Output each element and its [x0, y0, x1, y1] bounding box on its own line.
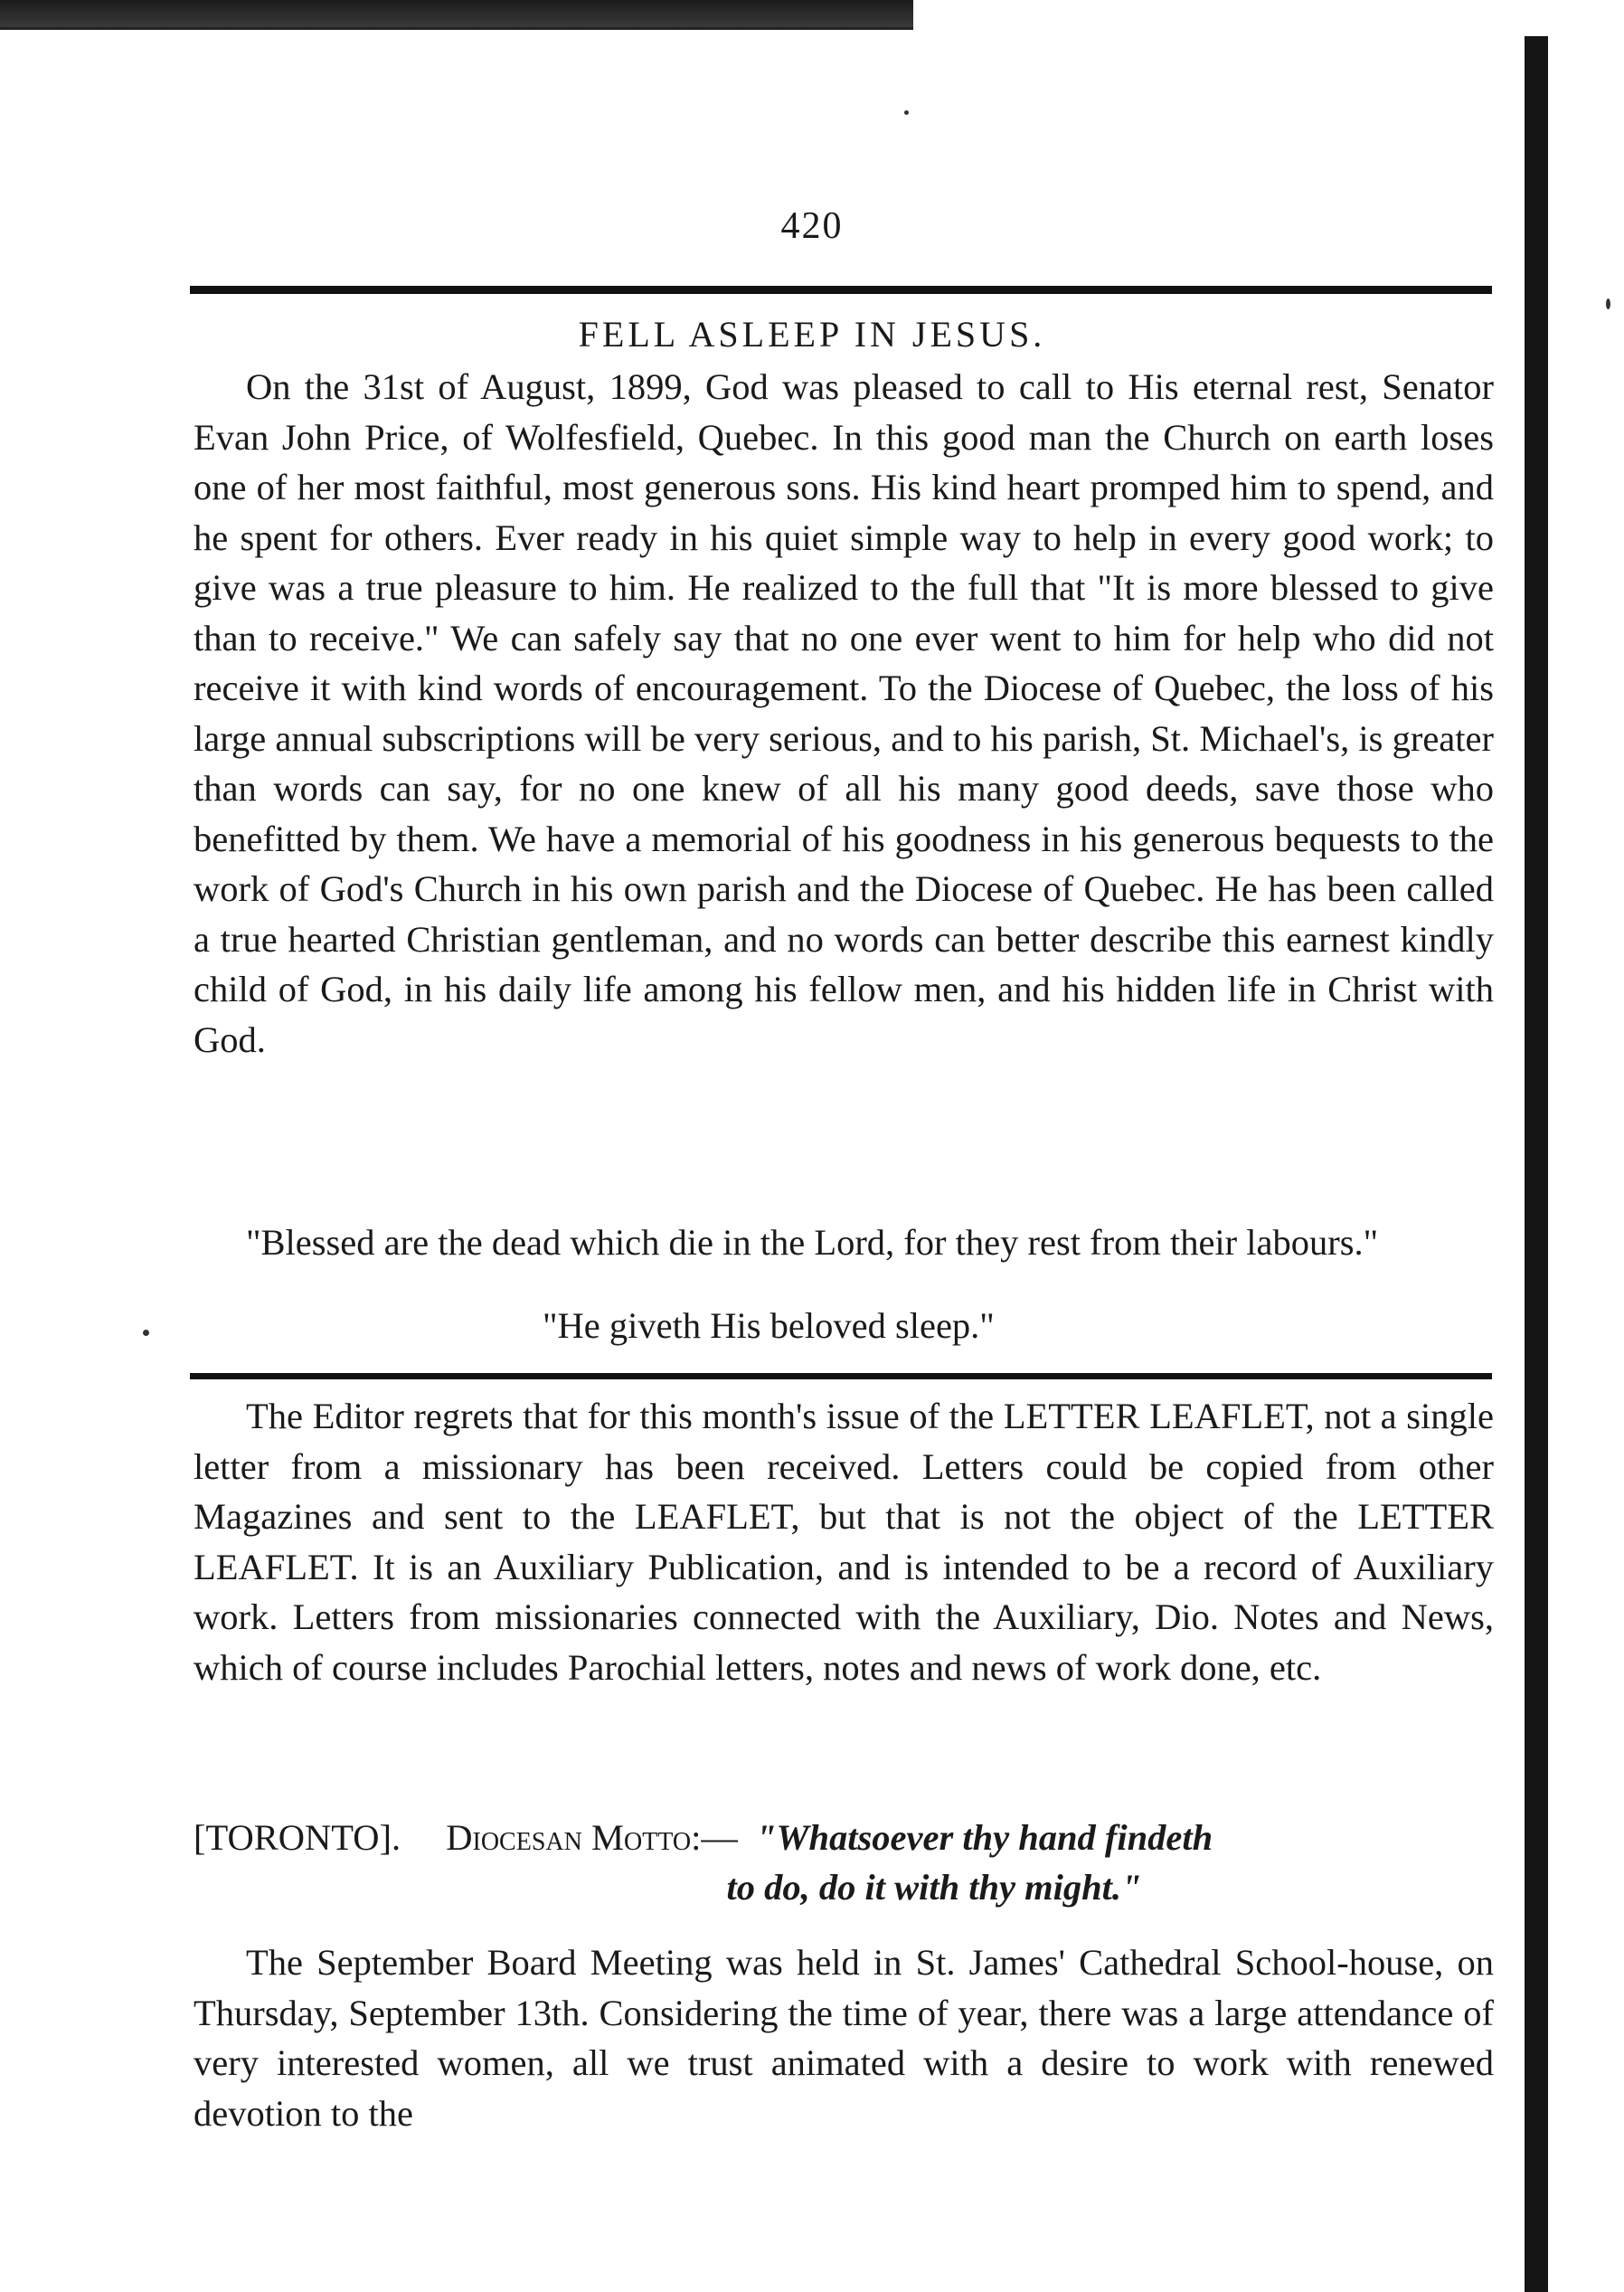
top-scan-bar: [0, 0, 913, 27]
obituary-paragraph: On the 31st of August, 1899, God was pleased to call to His eternal rest, Senator Evan John Price, of Wolfesfield, Quebec. In this good man the Church on earth loses one of her most faithful, most generous sons. His kind heart promped him to spend, and he spent for others. Ever ready in his quiet simple way to help in every good work; to give was a true pleasure to him. He realized to the full that "It is more blessed to give than to receive." We can safely say that no one ever went to him for help who did not receive it with kind words of encouragement. To the Diocese of Quebec, the loss of his large annual subscriptions will be very serious, and to his parish, St. Michael's, is greater than words can say, for no one knew of all his many good deeds, save those who benefitted by them. We have a memorial of his goodness in his generous bequests to the work of God's Church in his own parish and the Diocese of Quebec. He has been called a true hearted Christian gentleman, and no words can better describe this earnest kindly child of God, in his daily life among his fellow men, and his hidden life in Christ with God.: [194, 366, 1494, 1060]
editor-note-paragraph: The Editor regrets that for this month's issue of the LETTER LEAFLET, not a single letter from a missionary has been received. Letters could be copied from other Magazines and sent to the LEAFLET, but that is not the object of the LETTER LEAFLET. It is an Auxiliary Publication, and is intended to be a record of Auxiliary work. Letters from missionaries connected with the Auxiliary, Dio. Notes and News, which of course includes Parochial letters, notes and news of work done, etc.: [194, 1396, 1494, 1688]
toronto-place: [TORONTO].: [194, 1817, 401, 1858]
binding-edge: [1525, 36, 1548, 2292]
obituary-quote: "Blessed are the dead which die in the Lord, for they rest from their labours.": [246, 1222, 1379, 1263]
scan-speck: [1606, 298, 1610, 309]
scan-speck: [143, 1330, 149, 1336]
motto-line-2: to do, do it with thy might.": [726, 1867, 1142, 1908]
obituary-title: FELL ASLEEP IN JESUS.: [578, 314, 1046, 355]
motto-line-1: "Whatsoever thy hand findeth: [756, 1817, 1213, 1858]
header-rule: [190, 286, 1492, 294]
toronto-heading: [194, 1813, 1494, 1912]
motto-label: Diocesan Motto:—: [446, 1817, 738, 1858]
section-rule: [190, 1373, 1492, 1379]
board-meeting-paragraph: The September Board Meeting was held in St. James' Cathedral School-house, on Thursday, September 13th. Considering the time of year, there was a large attendance of very interested women, all we trust animated with a desire to work with renewed devotion to the: [194, 1942, 1494, 2134]
top-scan-line: [0, 27, 913, 30]
page-number: 420: [780, 205, 844, 247]
scan-speck: [904, 110, 909, 115]
obituary-verse: "He giveth His beloved sleep.": [543, 1305, 995, 1346]
